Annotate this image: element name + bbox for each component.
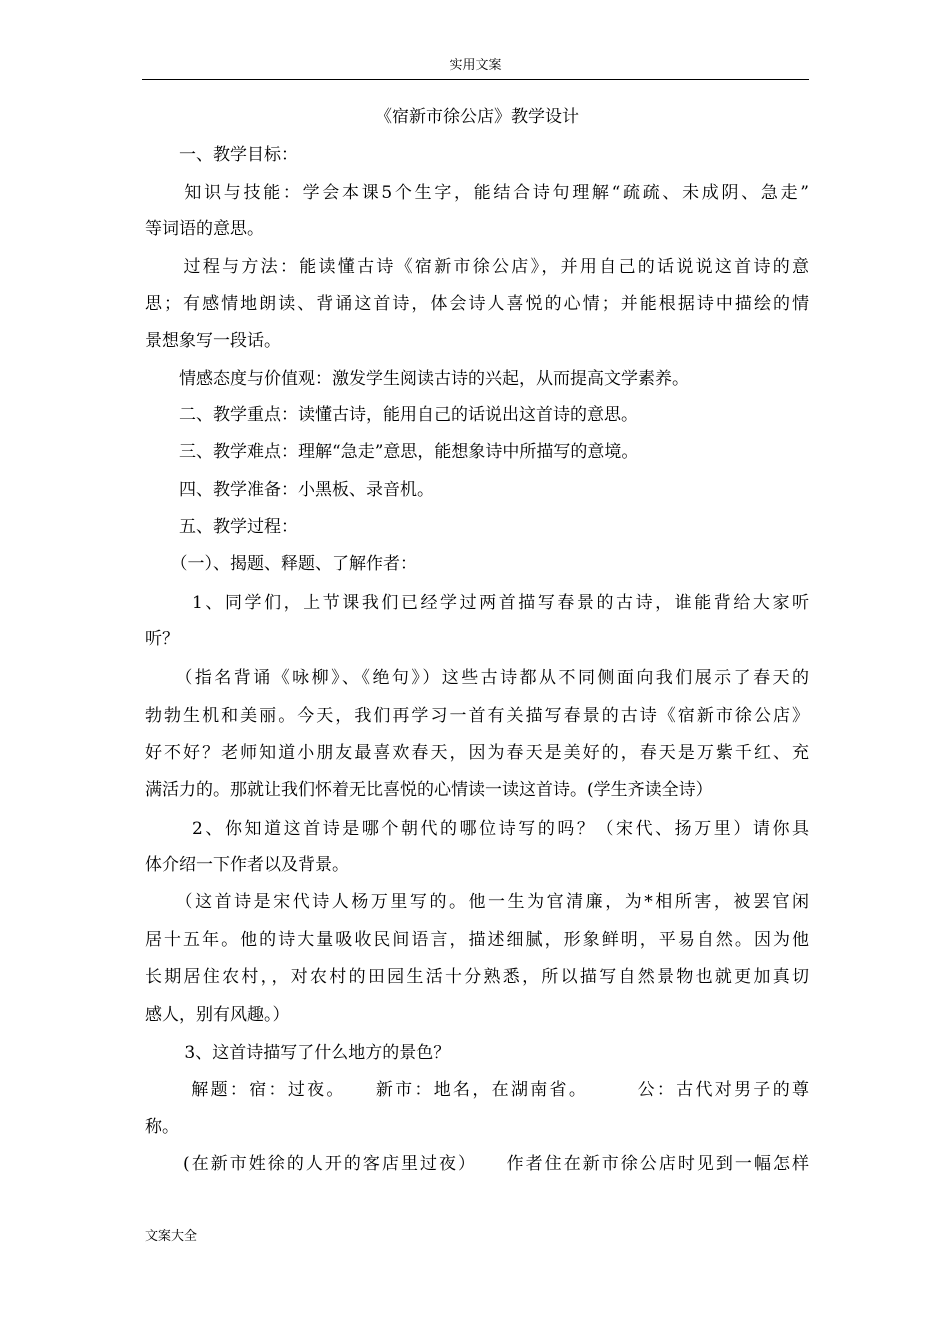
text-line: 二、教学重点：读懂古诗，能用自己的话说出这首诗的意思。	[145, 405, 638, 425]
text-line: 等词语的意思。	[145, 219, 264, 239]
text-line: 3、这首诗描写了什么地方的景色？	[145, 1043, 451, 1063]
text-line: 感人，别有风趣。）	[145, 1005, 290, 1025]
text-line: 听？	[145, 629, 179, 649]
document-title: 《宿新市徐公店》教学设计	[375, 107, 579, 127]
text-line: 1、同学们，上节课我们已经学过两首描写春景的古诗，谁能背给大家听	[145, 593, 809, 613]
text-line: 三、教学难点：理解“急走”意思，能想象诗中所描写的意境。	[145, 442, 639, 462]
text-line: 思；有感情地朗读、背诵这首诗，体会诗人喜悦的心情；并能根据诗中描绘的情	[145, 294, 809, 314]
text-line: 过程与方法：能读懂古诗《宿新市徐公店》，并用自己的话说说这首诗的意	[145, 257, 809, 277]
text-line: (在新市姓徐的人开的客店里过夜） 作者住在新市徐公店时见到一幅怎样	[145, 1154, 809, 1174]
text-line: （这首诗是宋代诗人杨万里写的。他一生为官清廉，为*相所害，被罢官闲	[145, 892, 809, 912]
page-footer	[145, 1227, 197, 1247]
text-line: 勃勃生机和美丽。今天，我们再学习一首有关描写春景的古诗《宿新市徐公店》	[145, 706, 809, 726]
text-line: 满活力的。那就让我们怀着无比喜悦的心情读一读这首诗。(学生齐读全诗）	[145, 780, 713, 800]
text-line: 体介绍一下作者以及背景。	[145, 855, 349, 875]
text-line: 四、教学准备：小黑板、录音机。	[145, 480, 434, 500]
text-line: 景想象写一段话。	[145, 331, 281, 351]
text-line: 好不好？老师知道小朋友最喜欢春天，因为春天是美好的，春天是万紫千红、充	[145, 743, 809, 763]
text-line: （一）、揭题、释题、了解作者：	[145, 554, 417, 574]
footer-text: 文案大全	[145, 1229, 198, 1244]
text-line: 长期居住农村，，对农村的田园生活十分熟悉，所以描写自然景物也就更加真切	[145, 967, 809, 987]
text-line: 称。	[145, 1117, 179, 1137]
header-text: 实用文案	[449, 58, 502, 73]
text-line: （指名背诵《咏柳》、《绝句》）这些古诗都从不同侧面向我们展示了春天的	[145, 668, 809, 688]
text-line: 2、你知道这首诗是哪个朝代的哪位诗写的吗？（宋代、扬万里）请你具	[145, 819, 809, 839]
text-line: 一、教学目标：	[145, 145, 298, 165]
text-line: 解题：宿：过夜。 新市：地名，在湖南省。 公：古代对男子的尊	[145, 1080, 809, 1100]
text-line: 知识与技能：学会本课5个生字，能结合诗句理解“疏疏、未成阴、急走”	[145, 183, 809, 203]
text-line: 情感态度与价值观：激发学生阅读古诗的兴起，从而提高文学素养。	[145, 369, 689, 389]
page-header	[142, 56, 809, 80]
text-line: 五、教学过程：	[145, 517, 298, 537]
text-line: 居十五年。他的诗大量吸收民间语言，描述细腻，形象鲜明，平易自然。因为他	[145, 930, 809, 950]
